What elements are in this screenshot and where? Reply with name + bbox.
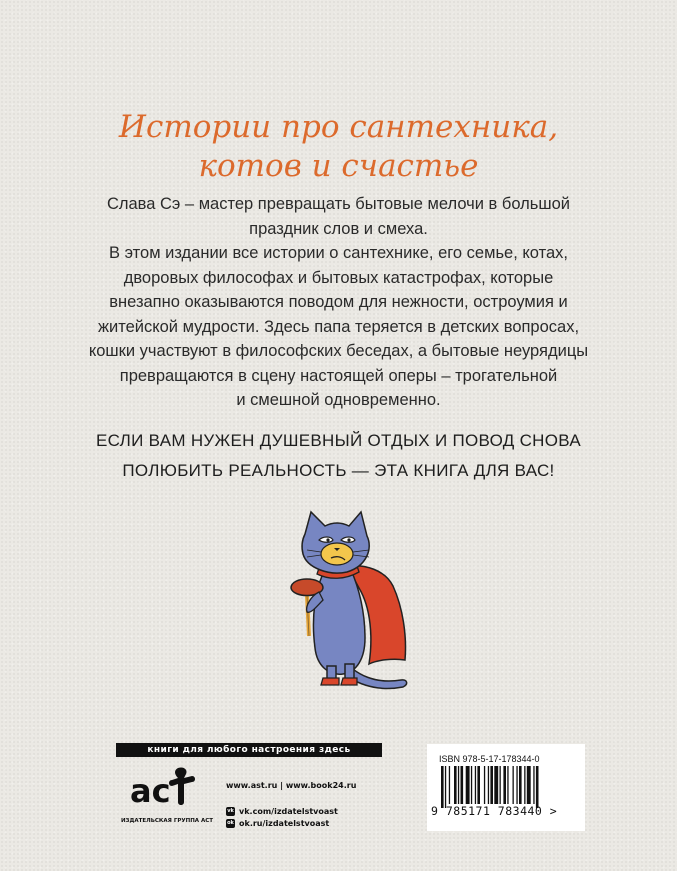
cat-boot-left [321, 678, 339, 685]
ast-logo-text: ac [130, 772, 171, 810]
barcode-bar [475, 766, 476, 804]
isbn-label: ISBN 978-5-17-178344-0 [439, 754, 540, 764]
vk-icon: vk [227, 807, 234, 814]
barcode-bar [500, 766, 501, 804]
barcode-bar [503, 766, 506, 804]
ok-link-text: ok.ru/izdatelstvoast [239, 818, 330, 828]
barcode-panel [427, 744, 585, 831]
barcode-bar [488, 766, 489, 804]
barcode-bar [507, 766, 508, 804]
barcode-bar [513, 766, 514, 804]
barcode-bar [533, 766, 534, 804]
tagline-banner: книги для любого настроения здесь [116, 743, 382, 757]
description-line: В этом издании все истории о сантехнике, его семье, котах, [109, 244, 568, 262]
slogan-line-2: ПОЛЮБИТЬ РЕАЛЬНОСТЬ — ЭТА КНИГА ДЛЯ ВАС! [122, 461, 555, 480]
cat-boot-right [341, 678, 357, 685]
description-line: кошки участвуют в философских беседах, а бытовые неурядицы [88, 342, 589, 360]
ok-link[interactable] [226, 817, 356, 829]
barcode-bar [461, 766, 464, 804]
barcode-bar [494, 766, 498, 804]
vk-link-text: vk.com/izdatelstvoast [239, 806, 338, 816]
description [60, 192, 617, 413]
barcode-bar [454, 766, 457, 804]
barcode-icon [439, 766, 573, 808]
barcode-bar [441, 766, 444, 808]
description-line: и смешной одновременно. [236, 391, 441, 409]
ast-logo-figure [169, 767, 195, 805]
ok-icon: ok [227, 819, 234, 826]
website-links[interactable]: www.ast.ru | www.book24.ru [226, 781, 357, 790]
publisher-name: ИЗДАТЕЛЬСКАЯ ГРУППА АСТ [120, 818, 214, 824]
barcode-bar [524, 766, 525, 804]
description-line: житейской мудрости. Здесь папа теряется в детских вопросах, [97, 317, 580, 336]
description-line: превращаются в сцену настоящей оперы – трогательной [119, 366, 558, 385]
description-line: Слава Сэ – мастер превращать бытовые мелочи в большой [106, 195, 571, 213]
barcode-bar [445, 766, 446, 808]
title-line-1: Истории про сантехника, [118, 109, 559, 145]
barcode-bar [490, 766, 493, 804]
description-line: дворовых философах и бытовых катастрофах, которые [123, 268, 554, 287]
ast-logo [126, 764, 206, 812]
barcode-number: 9 785171 783440 > [431, 804, 558, 818]
slogan [40, 426, 637, 486]
barcode-bar [477, 766, 480, 804]
barcode-bar [484, 766, 485, 804]
barcode-bar [471, 766, 472, 804]
description-line: внезапно оказываются поводом для нежности, остроумия и [109, 293, 568, 311]
description-line: праздник слов и смеха. [249, 219, 428, 238]
barcode-bar [536, 766, 539, 808]
barcode-bar [516, 766, 517, 804]
title-line-2: котов и счастье [198, 148, 479, 184]
barcode-bar [466, 766, 470, 804]
slogan-line-1: ЕСЛИ ВАМ НУЖЕН ДУШЕВНЫЙ ОТДЫХ И ПОВОД СНОВА [96, 431, 581, 450]
barcode-bar [527, 766, 531, 804]
cat-eye-left [319, 537, 333, 542]
barcode-bar [519, 766, 522, 804]
barcode-bar [449, 766, 450, 804]
cat-illustration [285, 508, 410, 690]
book-title [0, 108, 677, 186]
barcode-bar [458, 766, 459, 804]
vk-link[interactable] [226, 805, 356, 817]
publisher-links [226, 781, 356, 829]
